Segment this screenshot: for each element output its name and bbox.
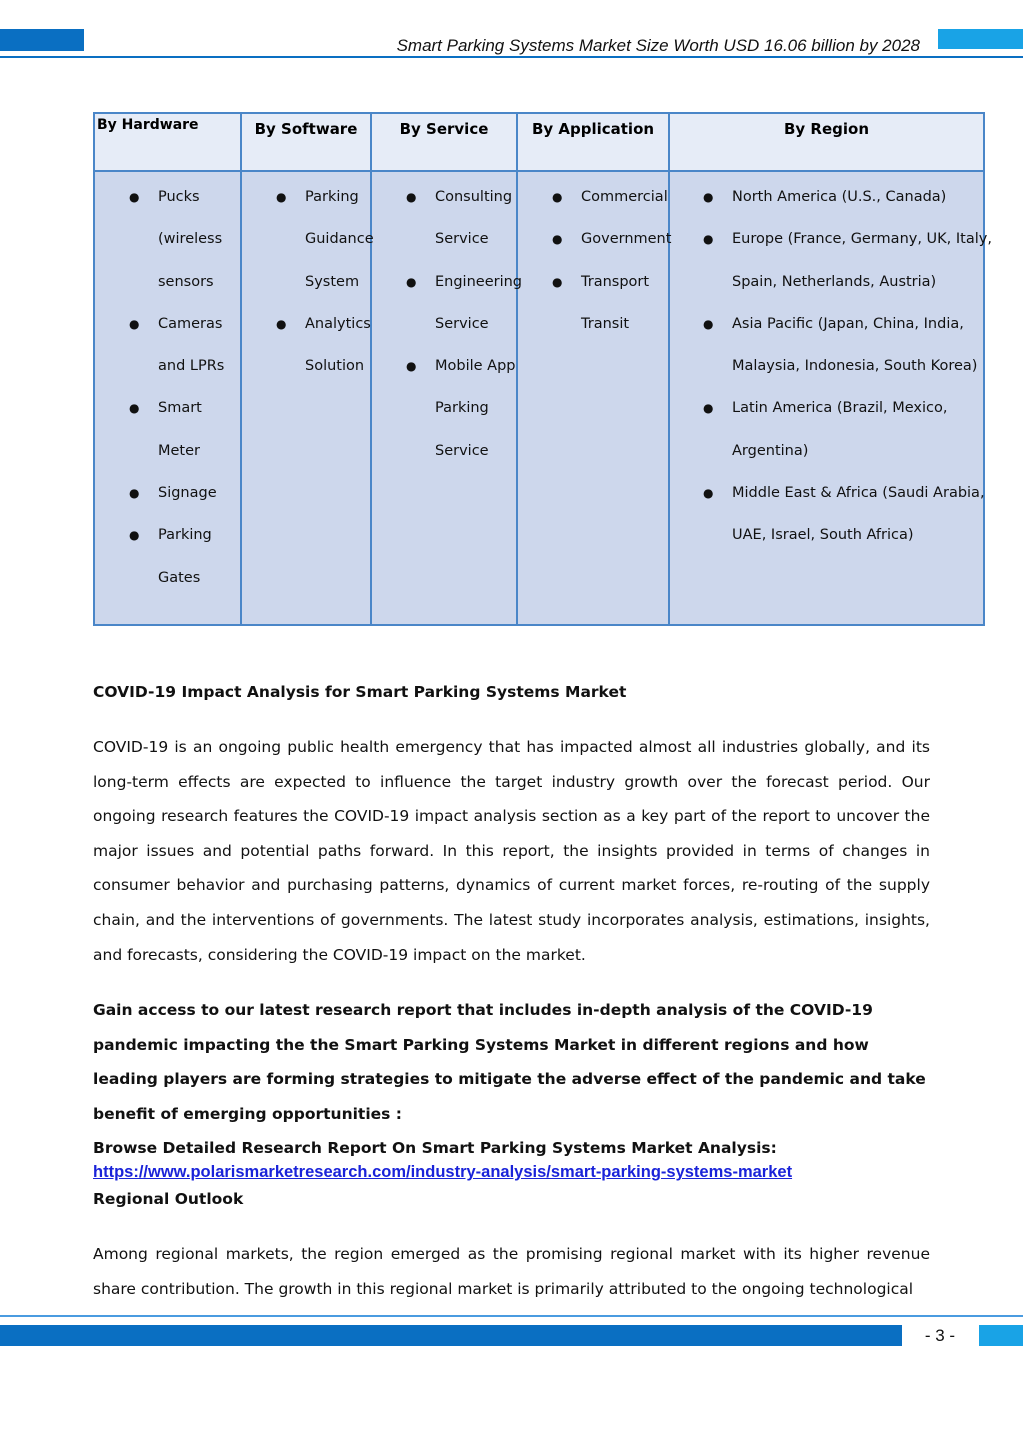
report-link[interactable]: https://www.polarismarketresearch.com/industry-analysis/smart-parking-systems-market xyxy=(93,1163,793,1182)
list-item-text: Argentina) xyxy=(732,442,809,459)
browse-report-label: Browse Detailed Research Report On Smart Parking Systems Market Analysis: xyxy=(93,1139,777,1158)
list-item xyxy=(670,218,992,260)
list-item xyxy=(518,176,668,218)
bullet-icon: ● xyxy=(703,232,714,247)
list-item xyxy=(518,218,672,260)
list-item xyxy=(670,472,983,514)
list-item-text: Spain, Netherlands, Austria) xyxy=(732,273,937,290)
footer-accent-right xyxy=(979,1325,1023,1346)
bullet-icon: ● xyxy=(406,359,417,374)
list-item-text: Solution xyxy=(305,358,365,375)
list-item-continuation xyxy=(518,303,668,345)
list-item-text: Middle East & Africa (Saudi Arabia, xyxy=(732,485,985,502)
header-rule xyxy=(0,56,1023,58)
list-item-text: Government xyxy=(581,231,672,248)
list-item-text: Latin America (Brazil, Mexico, xyxy=(732,400,948,417)
bullet-icon: ● xyxy=(406,190,417,204)
list-item-text: Signage xyxy=(158,485,217,502)
bullet-icon: ● xyxy=(129,528,140,543)
hardware-list xyxy=(95,172,240,599)
list-item xyxy=(95,472,240,514)
list-item-text: UAE, Israel, South Africa) xyxy=(732,527,914,544)
list-item-text: Meter xyxy=(158,442,200,459)
bullet-icon: ● xyxy=(129,401,140,416)
list-item-text: Gates xyxy=(158,569,201,586)
list-item-text: Asia Pacific (Japan, China, India, xyxy=(732,315,964,332)
segmentation-table xyxy=(93,112,992,626)
list-item-text: Service xyxy=(435,442,489,459)
software-list xyxy=(242,172,374,387)
list-item-text: Mobile App xyxy=(435,358,516,375)
header-by-application: By Application xyxy=(517,113,669,171)
list-item-text: Parking xyxy=(435,400,489,417)
list-item xyxy=(670,387,983,429)
list-item-text: Parking xyxy=(305,189,359,205)
software-cell xyxy=(241,171,374,625)
list-item xyxy=(372,261,522,303)
page-header-title: Smart Parking Systems Market Size Worth USD 16.06 billion by 2028 xyxy=(396,36,920,55)
list-item xyxy=(95,514,240,556)
service-cell xyxy=(371,171,522,625)
bullet-icon: ● xyxy=(129,316,140,331)
header-by-region: By Region xyxy=(669,113,984,171)
hardware-cell xyxy=(94,171,241,625)
list-item-continuation xyxy=(372,430,516,472)
list-item xyxy=(95,303,240,345)
bullet-icon: ● xyxy=(703,316,714,331)
regional-paragraph: Among regional markets, the region emerged as the promising regional market with its higher revenue share contribution. The growth in this regional market is primarily attributed to the ongoing technological xyxy=(93,1245,930,1298)
list-item-continuation xyxy=(95,261,240,303)
bullet-icon: ● xyxy=(552,190,563,204)
list-item-continuation xyxy=(95,557,240,599)
list-item xyxy=(242,176,370,218)
bullet-icon: ● xyxy=(552,274,563,289)
list-item-text: Service xyxy=(435,231,489,248)
list-item-text: Service xyxy=(435,315,489,332)
list-item-continuation xyxy=(95,430,240,472)
list-item-continuation xyxy=(242,345,370,387)
list-item-continuation xyxy=(372,303,516,345)
list-item-text: Smart xyxy=(158,400,202,417)
list-item-continuation xyxy=(95,218,240,260)
list-item-text: Consulting xyxy=(435,189,513,205)
list-item-text: (wireless xyxy=(158,231,223,248)
list-item-text: Europe (France, Germany, UK, Italy, xyxy=(732,231,992,248)
cta-text: Gain access to our latest research report that includes in-depth analysis of the COVID-19 pandemic impacting the the Smart Parking Systems Market in different regions and how leading players are forming strategies to mitigate the adverse effect of the pandemic and take benefit of emerging opportunities : xyxy=(93,1001,926,1123)
table-header-row xyxy=(94,113,984,171)
list-item-text: System xyxy=(305,273,360,290)
list-item xyxy=(518,261,668,303)
list-item xyxy=(670,303,983,345)
list-item-text: Commercial xyxy=(581,189,668,205)
covid-paragraph: COVID-19 is an ongoing public health emergency that has impacted almost all industries globally, and its long-term effects are expected to influence the target industry growth over the forecast period. Our ongoing research features the COVID-19 impact analysis section as a key part of the report to uncover the major issues and potential paths forward. In this report, the insights provided in terms of changes in consumer behavior and purchasing patterns, dynamics of current market forces, re-routing of the supply chain, and the interventions of governments. The latest study incorporates analysis, estimations, insights, and forecasts, considering the COVID-19 impact on the market. xyxy=(93,738,930,964)
list-item-text: North America (U.S., Canada) xyxy=(732,189,947,205)
list-item-continuation xyxy=(95,345,240,387)
bullet-icon: ● xyxy=(703,190,714,204)
list-item-text: Guidance xyxy=(305,231,374,248)
bullet-icon: ● xyxy=(129,486,140,501)
covid-heading: COVID-19 Impact Analysis for Smart Parking Systems Market xyxy=(93,683,627,701)
list-item-continuation xyxy=(670,345,983,387)
region-list xyxy=(670,172,992,557)
list-item-text: Analytics xyxy=(305,315,371,332)
application-list xyxy=(518,172,672,345)
list-item-continuation xyxy=(670,430,983,472)
service-list xyxy=(372,172,522,472)
header-accent-right xyxy=(938,29,1023,49)
list-item-continuation xyxy=(372,387,516,429)
list-item-text: Malaysia, Indonesia, South Korea) xyxy=(732,358,978,375)
list-item-continuation xyxy=(242,261,370,303)
bullet-icon: ● xyxy=(703,486,714,501)
bullet-icon: ● xyxy=(276,190,287,204)
list-item xyxy=(95,176,240,218)
list-item-text: Pucks xyxy=(158,189,200,205)
regional-heading: Regional Outlook xyxy=(93,1190,244,1208)
application-cell xyxy=(517,171,672,625)
bullet-icon: ● xyxy=(703,401,714,416)
header-accent-left xyxy=(0,29,84,51)
list-item-continuation xyxy=(670,514,983,556)
bullet-icon: ● xyxy=(406,274,417,289)
list-item-text: Parking xyxy=(158,527,212,544)
page-number: - 3 - xyxy=(924,1326,956,1345)
list-item xyxy=(242,303,370,345)
bullet-icon: ● xyxy=(552,232,563,247)
list-item-continuation xyxy=(372,218,516,260)
list-item-text: Engineering xyxy=(435,273,522,290)
footer-rule xyxy=(0,1315,1023,1317)
header-by-software: By Software xyxy=(241,113,371,171)
header-by-service: By Service xyxy=(371,113,517,171)
list-item-text: Cameras xyxy=(158,315,223,332)
list-item-text: Transport xyxy=(581,273,650,290)
region-cell xyxy=(669,171,992,625)
list-item-text: sensors xyxy=(158,273,214,290)
list-item-text: Transit xyxy=(581,315,630,332)
header-by-hardware: By Hardware xyxy=(94,113,241,171)
table-row xyxy=(94,171,984,625)
list-item-text: and LPRs xyxy=(158,358,225,375)
cta-block xyxy=(93,993,930,1182)
bullet-icon: ● xyxy=(276,316,287,331)
list-item-continuation xyxy=(242,218,374,260)
list-item xyxy=(372,345,516,387)
list-item xyxy=(372,176,516,218)
footer-bar xyxy=(0,1325,902,1346)
list-item xyxy=(95,387,240,429)
bullet-icon: ● xyxy=(129,190,140,204)
list-item xyxy=(670,176,983,218)
list-item-continuation xyxy=(670,261,983,303)
